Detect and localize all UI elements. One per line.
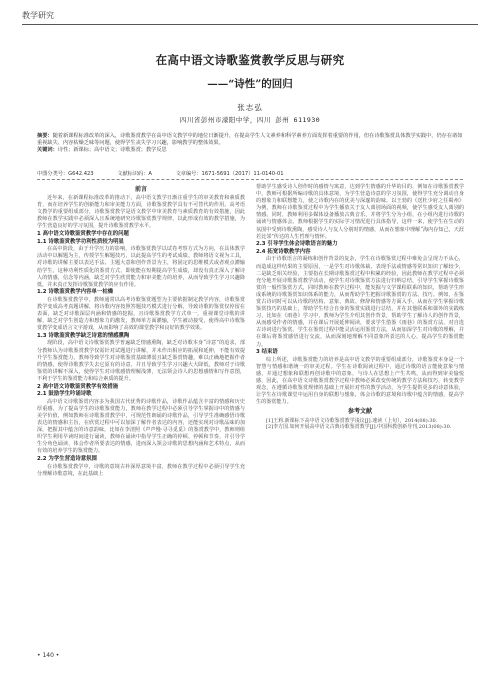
section-heading: 1.2 诗歌鉴赏教学内容单一枯燥: [37, 289, 114, 296]
author-affiliation: 四川省彭州市濛阳中学，四川 彭州 611930: [179, 116, 321, 124]
section-heading-centered: 参考文献: [347, 408, 372, 416]
keywords-label: 关键词：: [37, 147, 58, 154]
body-paragraph: 帮助学生感受诗人创作时的感情与寓意，达到学生情感的升华的目的，例如在诗歌鉴赏教学中，教师可根据所编诗歌的具体意境，为学生营造诗意的学习氛围，使得学生充分调动自身的想象力和联想能力，使之诗歌内在的优美与深邃的韵味。以王勃的《送杜少府之任蜀州》为例，教师在诗歌鉴赏过程中为学生播放关于友人离别场面的视频，使学生感受友人离别的情感。同时，教师利用多媒体设备播放古典音乐，并将学生分为小组，在小组内进行诗歌的诵读与情感体会。教师根据学生的实际学习情况进行具体指导，这样一来，使学生在生动的氛围中受到诗歌熏陶，感受诗人与友人分别时的情感，从而在想象中理解“海内存知己，天涯若比邻”传达的人生哲理与情怀。: [256, 184, 464, 240]
section-heading: 2 高中语文诗歌鉴赏教学有效措施: [37, 383, 119, 390]
section-heading: 1.1 诗歌鉴赏教学功利性质较为明显: [37, 238, 124, 245]
body-paragraph: 在诗歌鉴赏教学中，教师通常以高考诗歌鉴赏题型为主要依据制定教学内容，诗歌鉴赏教学变成高考真题讲解，将诗歌内容按照答题技巧模式进行分解，导致诗歌的鉴赏仅停留在表面，缺乏对诗歌深层内涵和情感的挖掘，且诗歌鉴赏教学方式单一，重视课堂诗歌的讲解，缺乏对学生创造力和想象力的激发，教师单方面灌输，学生被动接受，使得高中诗歌鉴赏教学变成语言文字游戏，从而影响了高效的课堂教学和良好的教学效果。: [37, 296, 245, 332]
keywords-text: 诗性；新课标；高中语文；诗歌鉴赏；教学反思: [57, 147, 167, 154]
reference-item: [2]李方国.如何开展高中语文古典诗歌鉴赏教学[J].中国科教创新导刊,2013(08):30.: [266, 424, 452, 431]
section-heading: 1 高中语文诗歌鉴赏教学中存在的问题: [37, 231, 129, 238]
article-meta: [37, 170, 463, 177]
body-paragraph: 综上所述，诗歌鉴赏能力的培养是高中语文教学的重要组成部分，诗歌鉴赏本身是一个智慧与情感和谐统一的审美过程。学生在诗歌阅读过程中，通过诗歌的语言能使意象与情感，并通过想象和联想再创诗歌中的意象，与诗人在思想上产生共鸣，从而得到审美愉悦感，因此，在高中语文诗歌鉴赏教学过程中教师必须改变传统的教学方法和技巧，转变教学观念，在遵循诗歌鉴赏规律的基础上开展针对性的教学活动，为学生提供更多的诗意体验，让学生在诗歌课堂中运用自身的联想与想象，体会诗歌的意境和诗歌中蕴含的情感，提高学生的鉴赏能力。: [256, 356, 464, 406]
document-code: 文献标识码：A: [117, 171, 152, 177]
article-number: 文章编号：1671-5691（2017）11-0140-01: [175, 171, 284, 177]
body-paragraph: 在高中阶段，由于升学压力的影响，诗歌鉴赏教学以试卷考察方式为方向，在具体教学活动中以解题为主，传授学生解题技巧，以此提高学生的考试成绩。教师将语文视为工具，对诗歌的讲解主要以表达手法、主题大意和创作背景为主，将固定的思维模式或者观点灌输给学生，这种功利性质化的鉴赏方式，即使能在短期提高学生成绩，却没有真正深入了解诗人的情感，信念等内涵，缺乏对学生欣赏能力和审美能力的培养，从而导致学生学习兴趣降低，并未真正发挥诗歌鉴赏教学的应有作用。: [37, 246, 245, 288]
abstract-block: [37, 133, 463, 155]
body-paragraph: 高中语文诗歌鉴赏内容多为我国古代优秀的诗歌作品，诗歌作品蕴含丰富的情感和历史厚重感，为了提高学生的诗歌鉴赏能力，教师在教学过程中必须引导学生掌握诗中的情感与美学价值，例如教师在诗歌鉴赏教学中，可规范性朗诵的诗歌作品，引导学生准确感悟诗歌表达的情感和主旨，在欣赏过程中可以加深了解作者表达的内容，还能实现对诗歌品味的加深，把握其中蕴含的诗意韵味，比如在李清照《声声慢·寻寻觅觅》的鉴赏教学中，教师则组织学生利用早读时间进行诵读，教师在诵读中指导学生正确的停顿、停顿和节奏，并引导学生分角色诵读，体会作者所要表达的情感，进而深入领会诗歌的思想内涵和艺术特点，从而有效的培养学生的鉴赏能力。: [37, 398, 245, 455]
section-heading: 2.3 引导学生体会诗歌语言的魅力: [256, 241, 338, 248]
body-paragraph: 近年来，在新课程标准改革的推动下，高中语文教学日渐注重学生的审美教育和素质教育，而在培养学生的创新能力和审美能力方面，诗歌鉴赏教学具有不可替代的作用。高考语文教学的重要组成部分，诗歌鉴赏教学是语文教学中审美教育与素质教育的有效措施，因此教师在教学实践中必须深入且系统地研究诗歌鉴赏教学规律，以此形成有效的教学措施，为学生营造良好的学习氛围，提升诗歌鉴赏教学水平。: [37, 195, 245, 230]
journal-section-label: 教学研究: [22, 11, 54, 20]
abstract-label: 摘要：: [37, 133, 53, 139]
header-divider: [22, 24, 478, 25]
page-number: • 140 •: [37, 652, 60, 659]
section-heading: 2.1 鼓励学生吟诵诗歌: [37, 391, 92, 398]
section-heading: 3 结束语: [256, 349, 278, 356]
reference-item: [1]王莉.新课标下高中语文诗歌鉴赏教学浅议[J].速读（上旬），2014(08):30.: [266, 417, 438, 424]
section-heading: 2.4 拓宽诗歌教学内容: [256, 248, 311, 255]
body-column-left: [37, 184, 245, 478]
section-heading: 2.2 为学生营造诗意氛围: [37, 455, 97, 462]
section-heading: 1.3 诗歌鉴赏教学缺乏诗意的情感熏陶: [37, 332, 130, 339]
body-column-right: [256, 184, 464, 431]
paper-title: 在高中语文诗歌鉴赏教学反思与研究: [155, 53, 345, 67]
body-paragraph: 由于诗歌语言的凝练和创作背景的复杂，学生在诗歌鉴赏过程中难免会呈现力不从心，而造成这样结果的主要原因，一是学生对诗歌体裁、表现手法或情感等常识知识了解较少，二是缺乏相关经验，主要指在长期诗歌鉴赏过程中积累的经验，因此教师在教学过程中必须充分地开展诗歌鉴赏教学活动，使学生对诗歌鉴赏方法进行归纳总结，引导学生掌握诗歌鉴赏的一般性鉴赏方式，同时教师在教学过程中，能发掘与文学课程联系的知识，帮助学生形成系统的诗歌鉴赏知识体系的能力，从而帮助学生把握诗歌鉴赏的方法、技巧。例如，在鉴赏古诗词时可以从诗歌的结构、意象、典故、修辞和情感等方面入手，从而在学生掌握诗歌鉴赏技巧的基础上，帮助学生结合自身的鉴赏实践进行总结，并在其他联系和课外的实践练习，比如在《雨巷》学习中，教师为学生介绍其创作背景，帮助学生了解诗人的创作背景，从而感受作者的情感，并在课后开展延伸阅读，要求学生借鉴《雨巷》的鉴赏方法，对自选古诗词进行鉴赏，学生在鉴赏过程中能灵活运用鉴赏方法，从而加深学生对诗歌的理解，并在课后将鉴赏感悟进行交流，从而深刻地理解不同意象所表达的人心，提高学生的鉴赏能力。: [256, 256, 464, 348]
clc-number: 中图分类号：G642.423: [37, 171, 94, 177]
meta-divider: [37, 179, 463, 180]
paper-subtitle: ——“诗性”的回归: [207, 78, 293, 90]
section-heading-centered: 前言: [134, 186, 147, 193]
body-paragraph: 在诗歌鉴赏教学中，诗歌的意境古朴深厚意境丰富，教师在教学过程中必须引导学生充分理解诗歌意境，在此基础上: [37, 463, 245, 477]
abstract-text: 随着新课程标准改革的深入，诗歌鉴赏教学在高中语文教学中的地位日渐提升，在提高学生人文素养和科学素养方面发挥着重要的作用，但在诗歌鉴赏具体教学实践中，仍存在诸如重视缺失、内容枯燥乏味等问题，使得学生丧失学习兴趣，影响教学的整体效果。: [37, 133, 463, 147]
author-name: 张志弘: [237, 103, 263, 112]
body-paragraph: 现阶段，高中语文诗歌鉴赏教学普遍缺乏情感熏陶，缺乏对诗歌本身“诗意”的追求，部分教师认为诗歌鉴赏教学仅需针对试题进行讲解，并未作出相应的拓展和延伸，不能有效提升学生鉴赏能力，教师导致学生对诗歌鉴赏基础薄弱且缺乏鉴赏情趣，难以正确地把握作者的情感，使得诗歌教学失去它原有的诗意，并且导致学生学习兴趣大大降低，教师对于诗歌鉴赏的讲解不深入，使得学生对诗歌感情理解浅薄，无法领会诗人的思想感情和写作意图，不利于学生的鉴赏能力和综合素质的提升。: [37, 340, 245, 382]
